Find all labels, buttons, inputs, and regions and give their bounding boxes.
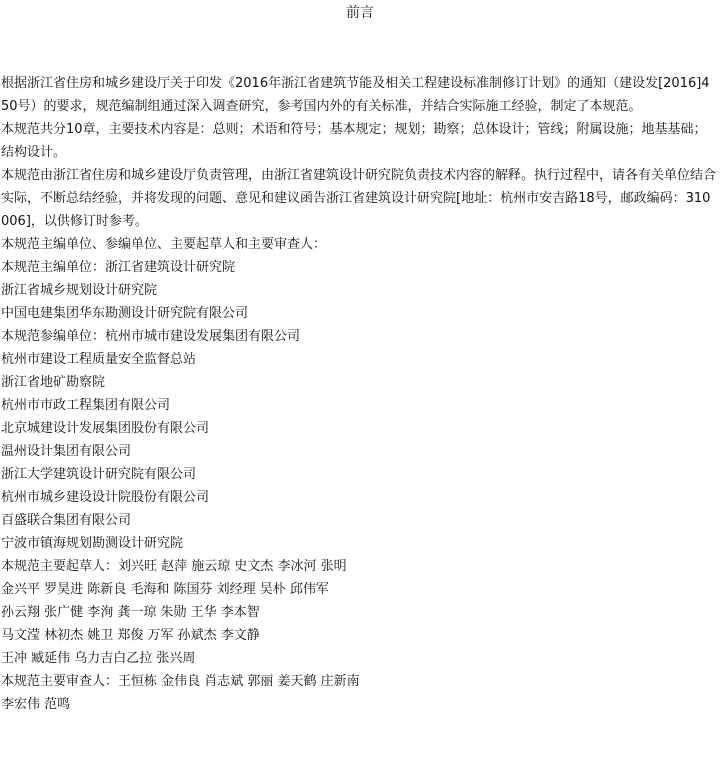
participating-unit-item: 北京城建设计发展集团股份有限公司 [1, 421, 210, 436]
document-title: 前言 [346, 5, 374, 21]
paragraph-basis: 根据浙江省住房和城乡建设厅关于印发《2016年浙江省建筑节能及相关工程建设标准制修订计划》的通知（建设发[2016]450号）的要求，规范编制组通过深入调查研究，参考国内外的有关标准，并结合实际施工经验，制定了本规范。 [1, 76, 710, 114]
document-body [1, 72, 717, 716]
paragraph-management: 本规范由浙江省住房和城乡建设厅负责管理，由浙江省建筑设计研究院负责技术内容的解释。执行过程中，请各有关单位结合实际，不断总结经验，并将发现的问题、意见和建议函告浙江省建筑设计研究院[地址：杭州市安吉路18号，邮政编码：310006]，以供修订时参考。 [1, 168, 717, 229]
main-reviewers: 本规范主要审查人：王恒栋 金伟良 肖志斌 郭丽 姜天鹤 庄新南 [1, 674, 360, 689]
main-drafters: 本规范主要起草人：刘兴旺 赵萍 施云琼 史文杰 李冰河 张明 [1, 559, 347, 574]
chief-editor-unit-item: 浙江省城乡规划设计研究院 [1, 283, 158, 298]
participating-unit-item: 百盛联合集团有限公司 [1, 513, 132, 528]
chief-editor-unit: 本规范主编单位：浙江省建筑设计研究院 [1, 260, 236, 275]
main-drafters-line: 孙云翔 张广健 李洵 龚一琼 朱勋 王华 李本智 [1, 605, 260, 620]
participating-unit-item: 浙江大学建筑设计研究院有限公司 [1, 467, 197, 482]
main-drafters-line: 马文滢 林初杰 姚卫 郑俊 万军 孙斌杰 李文静 [1, 628, 260, 643]
participating-unit-item: 浙江省地矿勘察院 [1, 375, 106, 390]
paragraph-units-intro: 本规范主编单位、参编单位、主要起草人和主要审查人： [1, 237, 327, 252]
participating-unit-item: 杭州市城乡建设设计院股份有限公司 [1, 490, 210, 505]
participating-unit: 本规范参编单位：杭州市城市建设发展集团有限公司 [1, 329, 301, 344]
participating-unit-item: 杭州市建设工程质量安全监督总站 [1, 352, 197, 367]
paragraph-chapters: 本规范共分10章，主要技术内容是：总则；术语和符号；基本规定；规划；勘察；总体设计；管线；附属设施；地基基础；结构设计。 [1, 122, 707, 160]
participating-unit-item: 宁波市镇海规划勘测设计研究院 [1, 536, 184, 551]
main-drafters-line: 王冲 臧延伟 乌力吉白乙拉 张兴周 [1, 651, 196, 666]
main-reviewers-line: 李宏伟 范鸣 [1, 697, 71, 712]
participating-unit-item: 杭州市市政工程集团有限公司 [1, 398, 171, 413]
chief-editor-unit-item: 中国电建集团华东勘测设计研究院有限公司 [1, 306, 249, 321]
main-drafters-line: 金兴平 罗昊进 陈新良 毛海和 陈国芬 刘经理 吴朴 邱伟军 [1, 582, 329, 597]
participating-unit-item: 温州设计集团有限公司 [1, 444, 132, 459]
